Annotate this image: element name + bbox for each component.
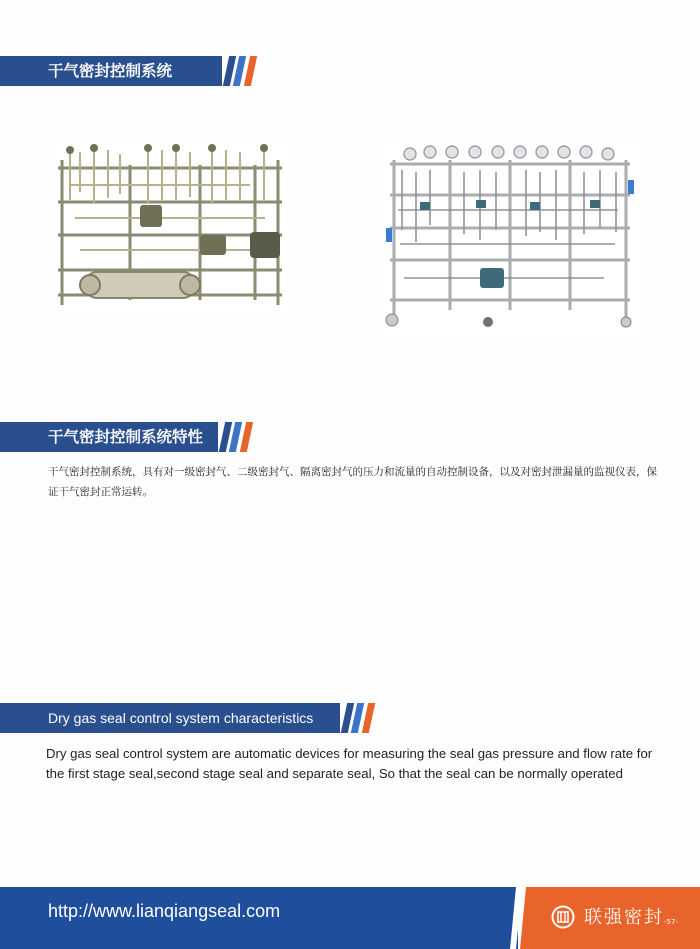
section-header-band (0, 703, 340, 733)
section-title-characteristics-en: Dry gas seal control system characteristics (48, 710, 314, 726)
page-footer (0, 887, 700, 949)
features-paragraph-cn: 干气密封控制系统，具有对一级密封气、二级密封气、隔离密封气的压力和流量的自动控制设备，以及对密封泄漏量的监视仪表，保证干气密封正常运转。 (48, 466, 657, 498)
section-header-band (0, 56, 222, 86)
section-title-control-system: 干气密封控制系统 (48, 62, 173, 80)
website-link[interactable]: http://www.lianqiangseal.com (48, 901, 281, 921)
features-paragraph-en: Dry gas seal control system are automatic devices for measuring the seal gas pressure and flow rate for the first stage seal,second stage seal and separate seal, So that the seal can be normally operated (46, 746, 653, 781)
control-system-photo-right (380, 140, 640, 335)
company-logo-icon (551, 905, 575, 929)
page-number: -57- (664, 918, 678, 926)
section-title-system-features: 干气密封控制系统特性 (48, 428, 204, 446)
company-brand-name: 联强密封 (584, 907, 664, 928)
section-header-band (0, 422, 218, 452)
control-system-photo-left (50, 140, 290, 315)
